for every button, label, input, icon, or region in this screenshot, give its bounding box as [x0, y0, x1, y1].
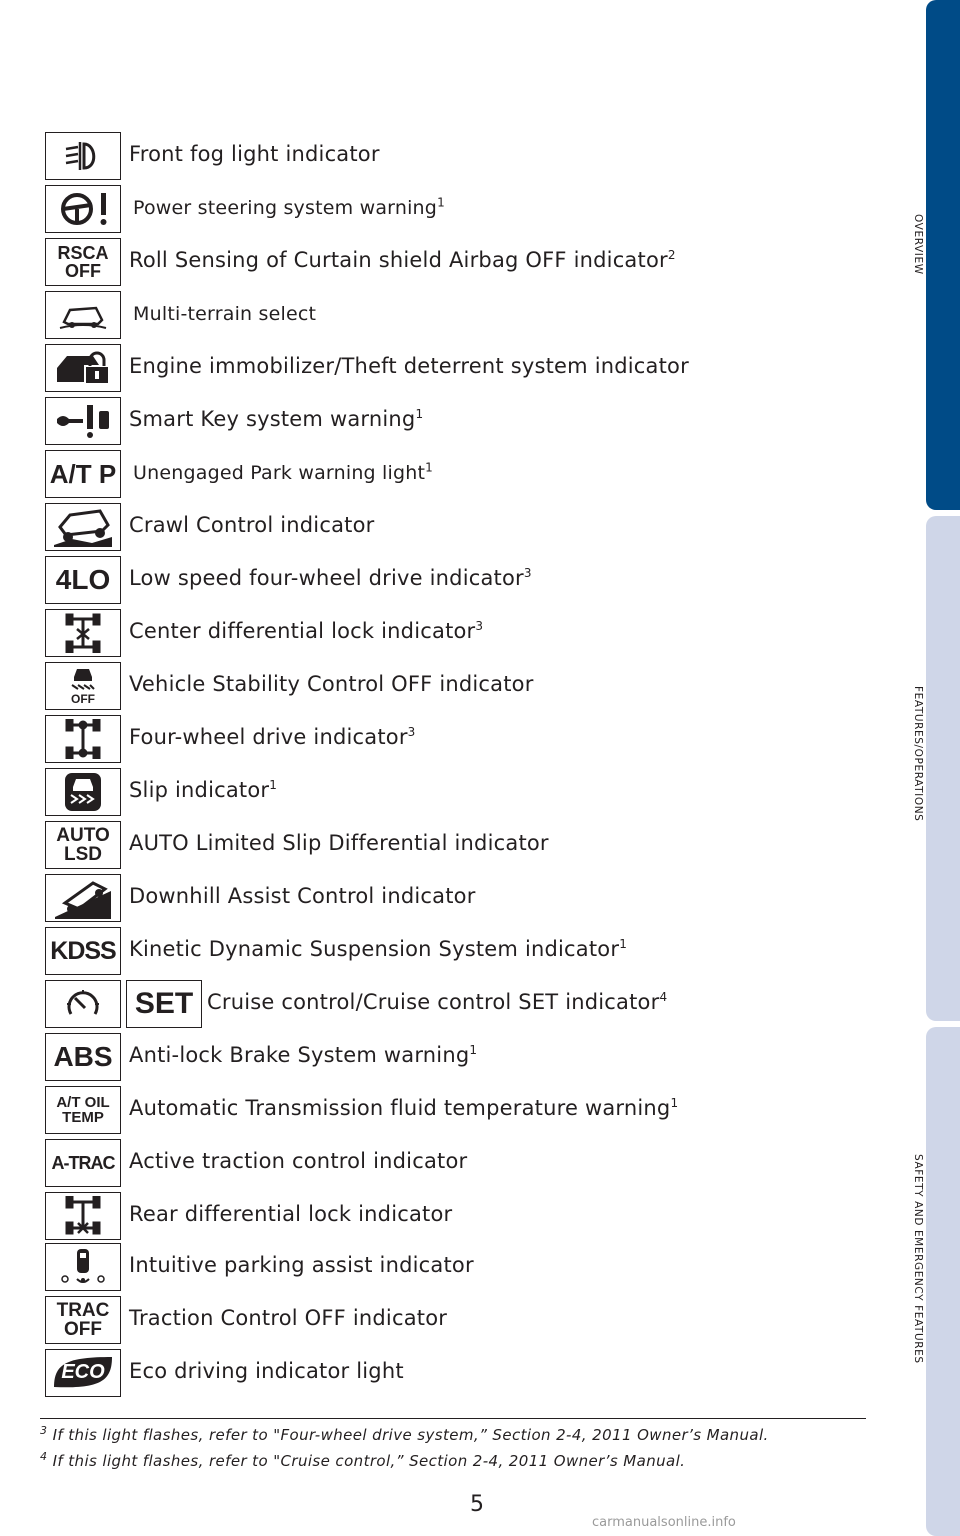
power-steering-warning-icon	[45, 185, 121, 233]
rsca-off-icon	[45, 238, 121, 286]
icon-text-line: A/T OIL	[56, 1094, 110, 1111]
trac-off-icon	[45, 1296, 121, 1344]
abs-icon: ABS	[45, 1033, 121, 1081]
tab-features-operations[interactable]	[926, 516, 960, 1021]
4lo-icon: 4LO	[45, 556, 121, 604]
icon-text-line: TRAC	[56, 1300, 110, 1321]
footnote-divider	[40, 1418, 866, 1419]
front-fog-light-icon	[45, 132, 121, 180]
immobilizer-icon	[45, 344, 121, 392]
a-trac-icon: A-TRAC	[45, 1139, 121, 1187]
at-p-icon: A/T P	[45, 450, 121, 498]
icon-text-line: AUTO	[56, 825, 110, 846]
tab-safety-emergency[interactable]	[926, 1027, 960, 1536]
center-diff-lock-icon	[45, 609, 121, 657]
icon-text-line: RSCA	[57, 243, 109, 263]
tab-overview[interactable]	[926, 0, 960, 510]
eco-icon: ECO	[45, 1349, 121, 1397]
cruise-set-icon: SET	[126, 980, 202, 1028]
watermark: carmanualsonline.info	[592, 1515, 736, 1530]
cruise-control-icon	[45, 980, 121, 1028]
multi-terrain-icon	[45, 291, 121, 339]
vsc-off-icon: OFF	[45, 662, 121, 710]
footnote-4: $^4$ If this light flashes, refer to "Cruise control,” Section 2-4, 2011 Owner’s Manual.	[40, 1450, 686, 1470]
footnote-3: $^3$ If this light flashes, refer to "Four-wheel drive system,” Section 2-4, 2011 Owner’s Manual.	[40, 1424, 769, 1444]
icon-text-line: LSD	[63, 844, 102, 865]
at-oil-temp-icon	[45, 1086, 121, 1134]
icon-text-line: OFF	[64, 261, 101, 281]
four-wheel-drive-icon	[45, 715, 121, 763]
downhill-assist-icon	[45, 874, 121, 922]
slip-indicator-icon	[45, 768, 121, 816]
smart-key-warning-icon	[45, 397, 121, 445]
kdss-icon: KDSS	[45, 927, 121, 975]
rear-diff-lock-icon	[45, 1192, 121, 1240]
icon-text-line: TEMP	[62, 1109, 104, 1126]
auto-lsd-icon	[45, 821, 121, 869]
parking-assist-icon	[45, 1243, 121, 1291]
icon-text-line: OFF	[64, 1319, 102, 1340]
page-number: 5	[470, 1492, 484, 1517]
crawl-control-icon	[45, 503, 121, 551]
